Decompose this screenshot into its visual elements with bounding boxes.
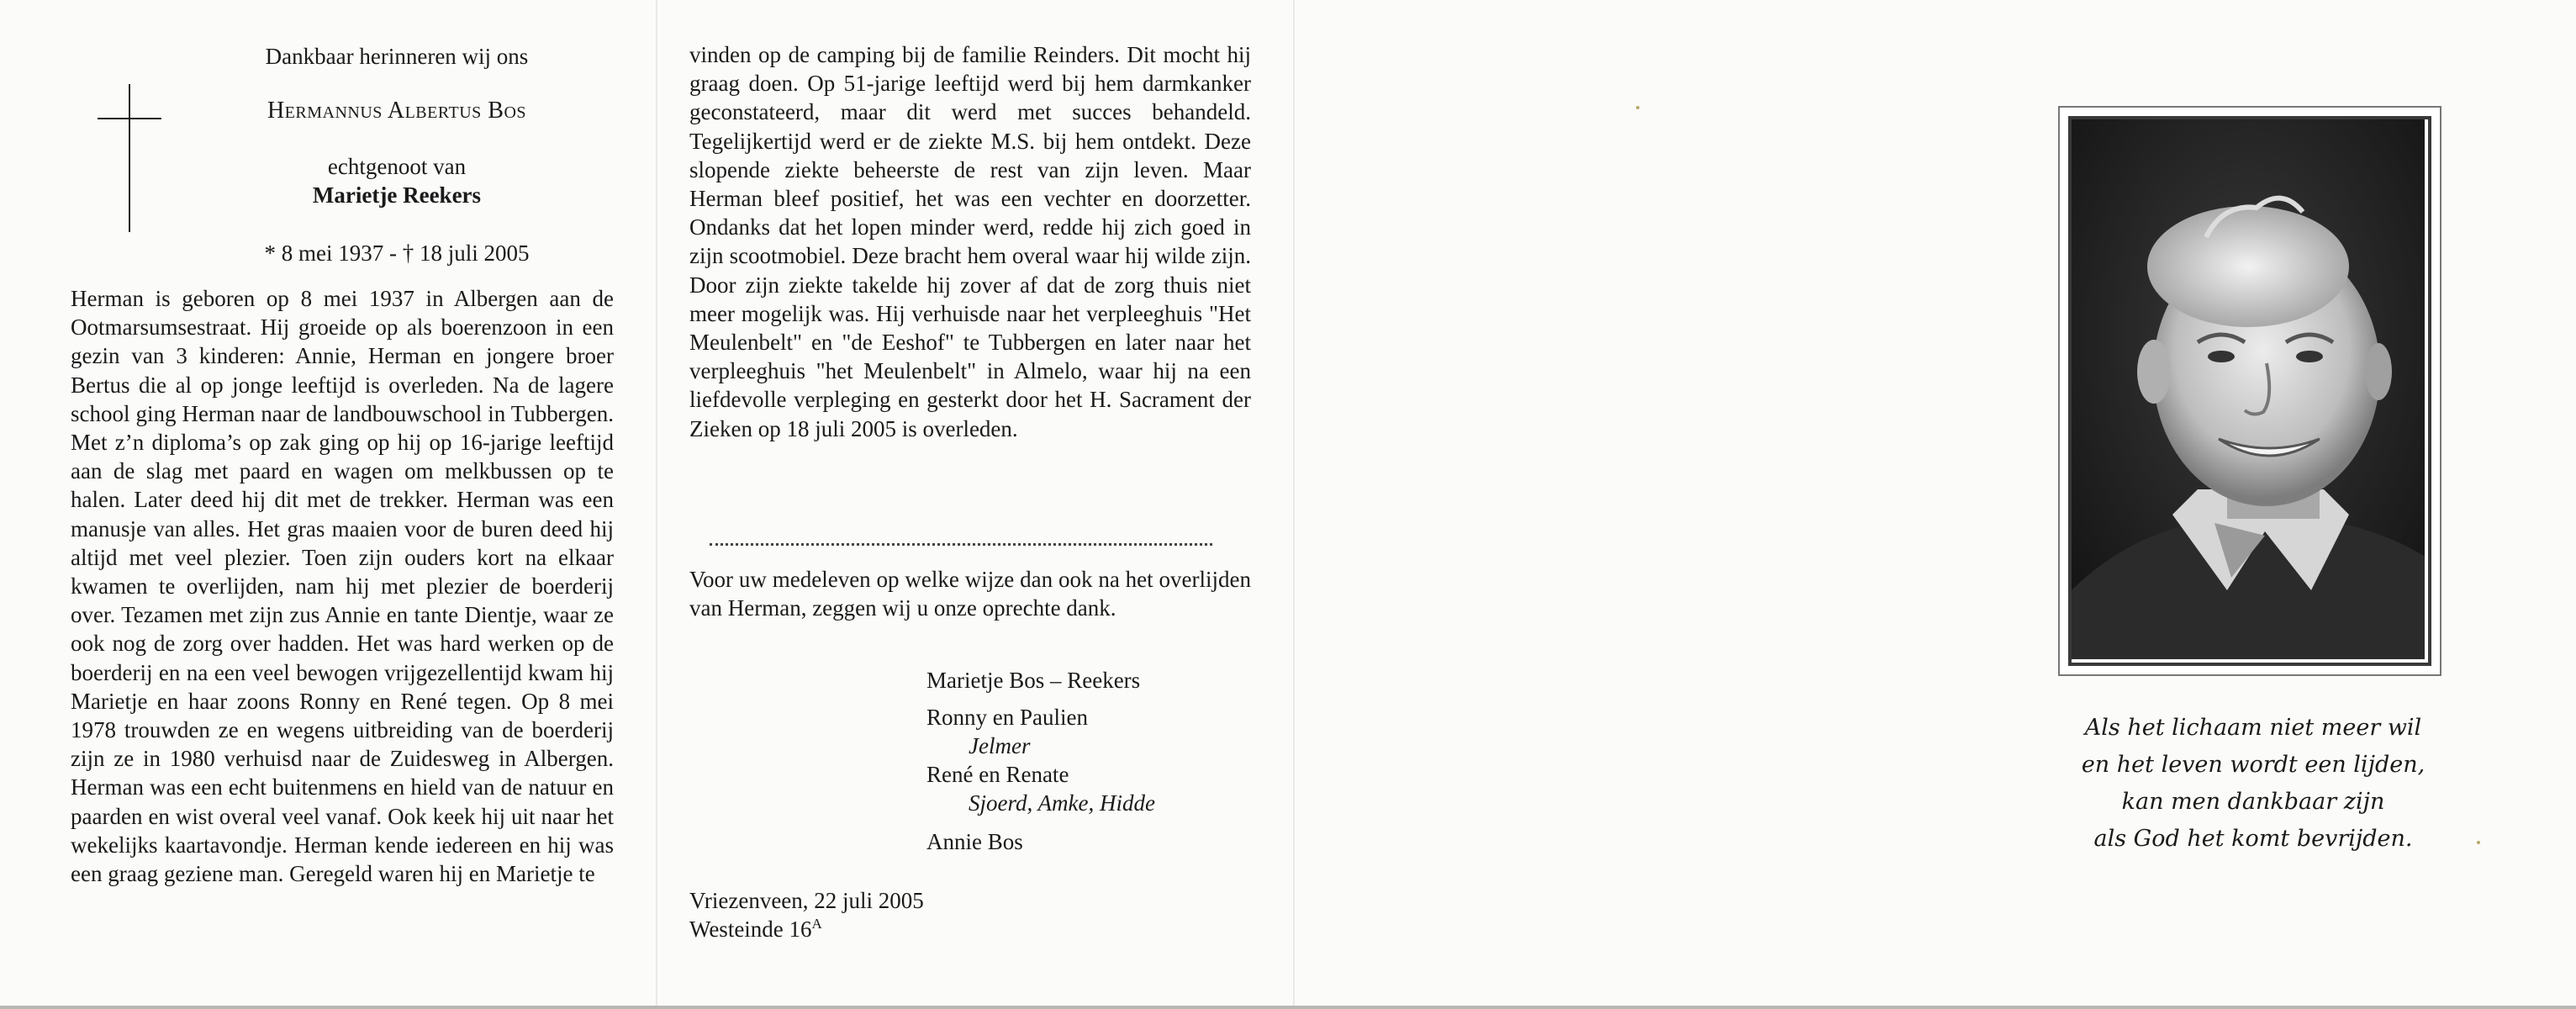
portrait-photo [2068, 116, 2431, 666]
poem-line-2: en het leven wordt een lijden, [2081, 752, 2426, 778]
family-son-2 [926, 760, 1155, 817]
place-date: Vriezenveen, 22 juli 2005 [689, 888, 924, 913]
thanks-text: Voor uw medeleven op welke wijze dan ook na het overlijden van Herman, zeggen wij u onze oprechte dank. [689, 567, 1251, 621]
poem-line-3: kan men dankbaar zijn [2121, 789, 2385, 815]
dotted-divider [710, 543, 1212, 546]
family-sister: Annie Bos [926, 829, 1023, 854]
biography-continued-text: vinden op de camping bij de familie Reinders. Dit mocht hij graag doen. Op 51-jarige leeftijd werd bij hem darmkanker geconstateerd, maar dit werd met succes behandeld. Tegelijkertijd werd er de ziekte M.S. bij hem ontdekt. Deze slopende ziekte beheerste de rest van zijn leven. Maar Herman bleef positief, het was een vechter en doorzetter. Ondanks dat het lopen minder werd, redde hij zich goed in zijn scootmobiel. Deze bracht hem overal waar hij wilde zijn. Door zijn ziekte takelde hij zover af dat de zorg thuis niet meer mogelijk was. Hij verhuisde naar het verpleeghuis "Het Meulenbelt" en "de Eeshof" te Tubbergen en later naar het verpleeghuis "het Meulenbelt" in Almelo, waar hij na een liefdevolle verpleging en gesterkt door het H. Sacrament der Zieken op 18 juli 2005 is overleden. [689, 42, 1251, 441]
poem-line-1: Als het lichaam niet meer wil [2084, 715, 2422, 741]
address-suffix: A [811, 916, 822, 932]
family-son-1-name: Ronny en Paulien [926, 705, 1088, 730]
left-panel [0, 0, 656, 1006]
address [689, 915, 924, 943]
spouse-of-label: echtgenoot van [327, 154, 467, 179]
life-dates: * 8 mei 1937 - † 18 juli 2005 [264, 240, 530, 266]
right-panel [1295, 0, 2576, 1006]
portrait-frame [2058, 106, 2441, 676]
family-son-1 [926, 703, 1088, 760]
family-son-2-children: Sjoerd, Amke, Hidde [969, 790, 1155, 816]
address-street: Westeinde 16 [689, 917, 812, 942]
family-son-1-children: Jelmer [969, 733, 1031, 758]
family-wife: Marietje Bos – Reekers [926, 668, 1141, 693]
intro-text: Dankbaar herinneren wij ons [265, 44, 529, 69]
place-and-address [689, 886, 924, 943]
poem [2001, 710, 2505, 858]
paper-speck [1636, 106, 1639, 109]
middle-panel [657, 0, 1293, 1006]
deceased-name: Hermannus Albertus Bos [267, 98, 527, 124]
poem-line-4: als God het komt bevrijden. [2093, 826, 2413, 852]
spouse-name: Marietje Reekers [312, 182, 482, 208]
family-son-2-name: René en Renate [926, 762, 1069, 787]
biography-text: Herman is geboren op 8 mei 1937 in Albergen aan de Ootmarsumsestraat. Hij groeide op als boerenzoon in een gezin van 3 kinderen: Annie, Herman en jongere broer Bertus die al op jonge leeftijd is overleden. Na de lagere school ging Herman naar de landbouwschool in Tubbergen. Met z’n diploma’s op zak ging op hij op 16-jarige leeftijd aan de slag met paard en wagen om melkbussen op te halen. Later deed hij dit met de trekker. Herman was een manusje van alles. Het gras maaien voor de buren deed hij altijd met veel plezier. Toen zijn ouders kort na elkaar kwamen te overlijden, nam hij met plezier de boerderij over. Tezamen met zijn zus Annie en tante Dientje, waar ze ook nog de zorg over hadden. Het was hard werken op de boerderij en na een veel bewogen vrijgezellentijd kwam hij Marietje en haar zoons Ronny en René tegen. Op 8 mei 1978 trouwden ze en wegens uitbreiding van de boerderij zijn ze in 1980 verhuisd naar de Zuidesweg in Albergen. Herman was een echt buitenmens en hield van de natuur en paarden en wist overal veel vanaf. Ook keek hij uit naar het wekelijks kaartavondje. Herman kende iedereen en hij was een graag geziene man. Geregeld waren hij en Marietje te [71, 286, 614, 887]
